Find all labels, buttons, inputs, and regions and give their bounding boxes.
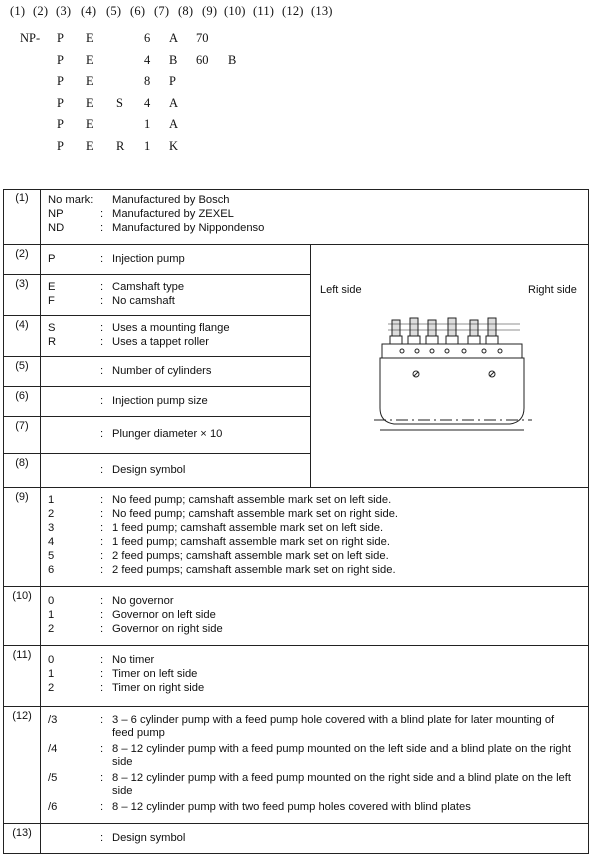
table-line: 4 : 1 feed pump; camshaft assemble mark set on right side. <box>48 536 390 548</box>
table-line: : Design symbol <box>100 464 186 476</box>
col-7: (7) <box>154 4 170 18</box>
code-cell: P <box>57 96 64 110</box>
table-line: S : Uses a mounting flange <box>48 322 230 334</box>
col-6: (6) <box>130 4 146 18</box>
table-row <box>4 706 588 823</box>
row-number: (8) <box>4 454 41 487</box>
row-number: (12) <box>4 707 41 823</box>
code-cell: E <box>86 96 94 110</box>
table-row <box>4 416 311 453</box>
row-number: (10) <box>4 587 41 645</box>
code-cell: 8 <box>144 74 151 88</box>
code-cell: 60 <box>196 53 209 67</box>
code-cell: 70 <box>196 31 209 45</box>
table-row <box>4 453 311 487</box>
table-line: No mark: Manufactured by Bosch <box>48 194 230 206</box>
code-prefix: NP- <box>20 31 41 45</box>
table-line: P : Injection pump <box>48 253 185 265</box>
table-line: ND : Manufactured by Nippondenso <box>48 222 265 234</box>
table-line: : Injection pump size <box>100 395 208 407</box>
table-row <box>4 356 311 386</box>
row-number: (11) <box>4 646 41 706</box>
code-description-table <box>3 189 589 854</box>
row-number: (13) <box>4 824 41 853</box>
table-line: : Plunger diameter × 10 <box>100 428 223 440</box>
table-row <box>4 823 588 853</box>
code-cell: E <box>86 117 94 131</box>
code-cell: S <box>116 96 123 110</box>
table-line: : Number of cylinders <box>100 365 212 377</box>
row-number: (9) <box>4 488 41 586</box>
code-cell: A <box>169 117 179 131</box>
code-cell: 4 <box>144 96 151 110</box>
table-row <box>4 586 588 645</box>
right-side-label: Right side <box>528 284 577 296</box>
row-number: (5) <box>4 357 41 386</box>
code-cell: E <box>86 31 94 45</box>
col-5: (5) <box>106 4 122 18</box>
table-line: R : Uses a tappet roller <box>48 336 210 348</box>
left-side-label: Left side <box>320 284 362 296</box>
code-cell: 4 <box>144 53 151 67</box>
table-line: : Design symbol <box>100 832 186 844</box>
row-number: (3) <box>4 275 41 315</box>
table-line: 0 : No governor <box>48 595 174 607</box>
table-row <box>4 244 311 274</box>
table-line: 2 : No feed pump; camshaft assemble mark set on right side. <box>48 508 399 520</box>
code-cell: 6 <box>144 31 151 45</box>
table-row <box>4 315 311 356</box>
code-cell: A <box>169 96 179 110</box>
code-cell: P <box>57 139 64 153</box>
code-cell: B <box>228 53 237 67</box>
col-9: (9) <box>202 4 218 18</box>
row-number: (6) <box>4 387 41 416</box>
row-number: (2) <box>4 245 41 274</box>
row-number: (7) <box>4 417 41 453</box>
code-cell: P <box>169 74 176 88</box>
table-line: /4 : 8 – 12 cylinder pump with a feed pump mounted on the left side and a blind plate on the right side <box>48 743 571 768</box>
table-line: 2 : Timer on right side <box>48 682 205 694</box>
code-cell: E <box>86 139 94 153</box>
code-cell: 1 <box>144 139 151 153</box>
table-line: F : No camshaft <box>48 295 175 307</box>
table-line: E : Camshaft type <box>48 281 185 293</box>
delivery-valve-holders <box>388 318 520 344</box>
col-2: (2) <box>33 4 49 18</box>
table-row <box>4 386 311 416</box>
injection-pump-illustration <box>372 312 534 457</box>
col-11: (11) <box>253 4 275 18</box>
code-cell: B <box>169 53 178 67</box>
table-line: 0 : No timer <box>48 654 155 666</box>
table-line: NP : Manufactured by ZEXEL <box>48 208 234 220</box>
code-cell: P <box>57 31 64 45</box>
table-line: /6 : 8 – 12 cylinder pump with two feed pump holes covered with blind plates <box>48 801 471 813</box>
table-line: /5 : 8 – 12 cylinder pump with a feed pump mounted on the right side and a blind plate on the left side <box>48 772 571 797</box>
code-cell: E <box>86 74 94 88</box>
col-3: (3) <box>56 4 72 18</box>
table-line: 6 : 2 feed pumps; camshaft assemble mark set on right side. <box>48 564 396 576</box>
code-cell: P <box>57 74 64 88</box>
col-10: (10) <box>224 4 246 18</box>
table-line: 5 : 2 feed pumps; camshaft assemble mark set on left side. <box>48 550 389 562</box>
table-row <box>4 487 588 586</box>
row-number: (1) <box>4 189 41 244</box>
table-row <box>4 189 588 244</box>
table-row <box>4 645 588 706</box>
table-line: 3 : 1 feed pump; camshaft assemble mark set on left side. <box>48 522 384 534</box>
table-line: 1 : No feed pump; camshaft assemble mark set on left side. <box>48 494 392 506</box>
col-1: (1) <box>10 4 26 18</box>
table-line: 1 : Timer on left side <box>48 668 198 680</box>
row-number: (4) <box>4 316 41 356</box>
code-cell: R <box>116 139 125 153</box>
table-line: 1 : Governor on left side <box>48 609 216 621</box>
col-13: (13) <box>311 4 333 18</box>
code-cell: K <box>169 139 179 153</box>
code-cell: P <box>57 117 64 131</box>
col-4: (4) <box>81 4 97 18</box>
table-line: /3 : 3 – 6 cylinder pump with a feed pump hole covered with a blind plate for later mounting of feed pump <box>48 714 555 739</box>
code-cell: 1 <box>144 117 151 131</box>
col-12: (12) <box>282 4 304 18</box>
code-cell: E <box>86 53 94 67</box>
table-row <box>4 274 311 315</box>
code-cell: A <box>169 31 179 45</box>
table-line: 2 : Governor on right side <box>48 623 223 635</box>
code-cell: P <box>57 53 64 67</box>
col-8: (8) <box>178 4 194 18</box>
